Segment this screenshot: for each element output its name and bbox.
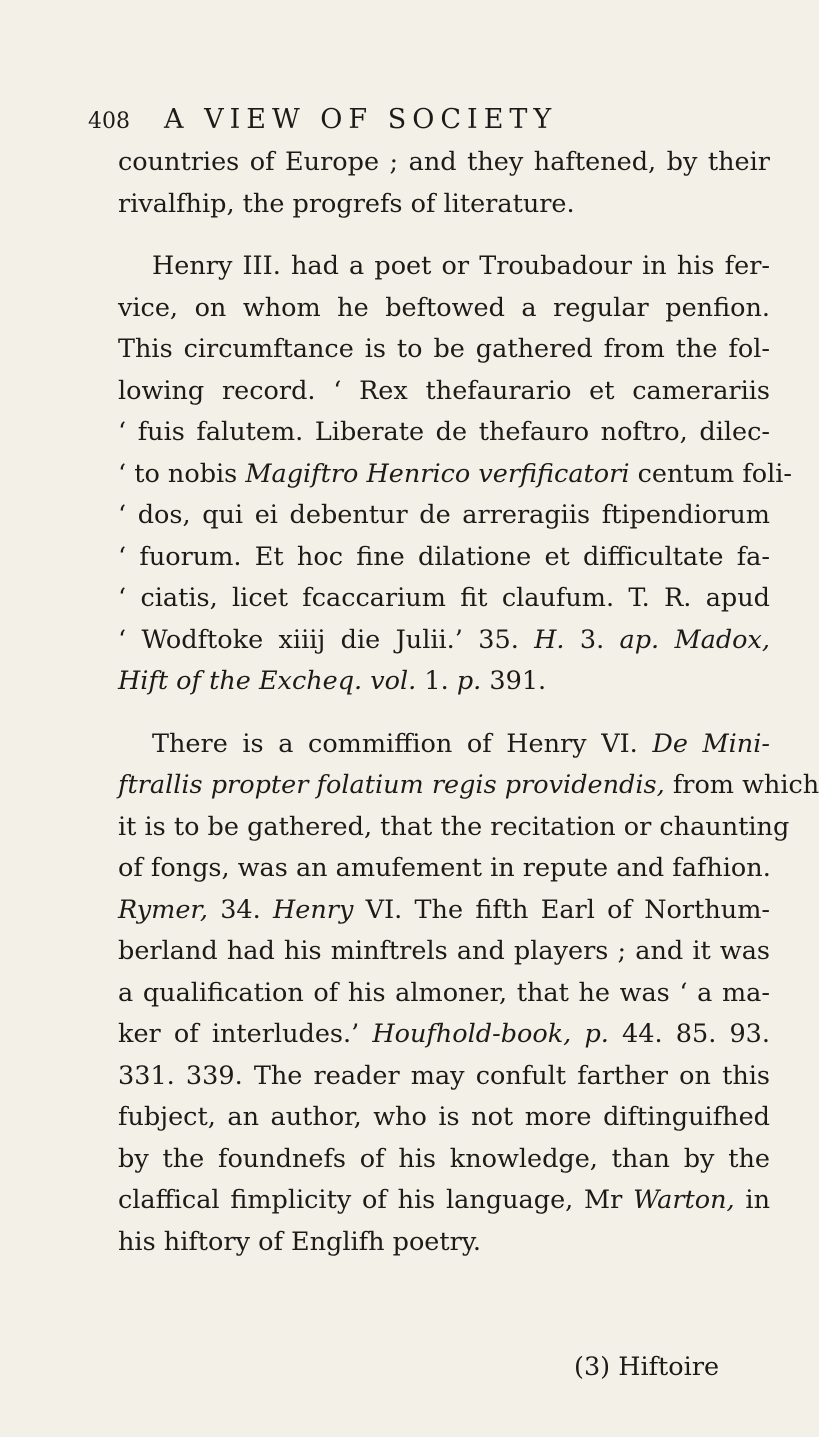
italic-run: p. — [584, 1019, 609, 1049]
text-run: it is to be gathered, that the recitation or chaunting — [118, 811, 790, 842]
text-line — [118, 848, 770, 890]
italic-run: Henry — [273, 894, 354, 925]
text-run: by the foundnefs of his knowledge, than by the — [118, 1143, 770, 1174]
text-run: 44. 85. 93. — [608, 1019, 770, 1049]
text-line — [118, 1097, 770, 1139]
text-run: There is a commiffion of Henry VI. — [152, 728, 653, 759]
text-line — [118, 1014, 770, 1056]
text-run — [571, 1019, 584, 1049]
text-run: 331. 339. The reader may confult farther on this — [118, 1060, 770, 1091]
text-run: countries of Europe ; and they haftened, by their — [118, 147, 770, 177]
text-line — [118, 371, 770, 413]
text-line — [118, 1222, 770, 1264]
text-run: ‘ dos, qui ei debentur de arreragiis ftipendiorum — [118, 500, 770, 530]
text-run: a qualification of his almoner, that he was ‘ a ma- — [118, 977, 770, 1008]
text-run: ‘ Wodftoke xiiij die Julii.’ 35. — [118, 624, 535, 655]
text-line — [118, 807, 790, 849]
body-text — [118, 142, 819, 1263]
italic-run: p. — [456, 666, 482, 696]
text-run: ker of interludes.’ — [118, 1019, 373, 1049]
text-run: 3. — [564, 624, 620, 655]
italic-run: ap. Madox, — [619, 624, 770, 655]
text-run: VI. The fifth Earl of Northum- — [353, 894, 770, 925]
text-line — [118, 890, 770, 932]
text-run: in — [734, 1185, 770, 1215]
italic-run: Warton, — [633, 1185, 735, 1215]
text-line — [118, 1056, 770, 1098]
italic-run: ftrallis propter folatium regis providendis, — [118, 770, 665, 800]
paragraph — [118, 724, 819, 1264]
text-run: lowing record. ‘ Rex thefaurario et camerariis — [118, 375, 770, 406]
paragraph — [118, 142, 770, 225]
italic-run: Hift of the Excheq. vol. — [118, 666, 417, 696]
text-run: ‘ fuorum. Et hoc fine dilatione et difficultate fa- — [118, 541, 770, 572]
running-title: A VIEW OF SOCIETY — [164, 104, 558, 135]
text-run: rivalfhip, the progrefs of literature. — [118, 188, 575, 219]
text-run: claffical fimplicity of his language, Mr — [118, 1185, 634, 1215]
text-line — [118, 184, 770, 226]
paragraph-gap — [118, 225, 770, 246]
italic-run: Magiftro Henrico verfificatori — [245, 458, 630, 489]
text-run: his hiftory of Englifh poetry. — [118, 1226, 481, 1257]
italic-run: De Mini- — [652, 728, 770, 759]
paragraph-gap — [118, 703, 770, 724]
text-run: Henry III. had a poet or Troubadour in his fer- — [152, 251, 770, 281]
italic-run: H. — [534, 624, 565, 655]
text-run: from which — [664, 770, 819, 800]
text-run: berland had his minftrels and players ; and it was — [118, 936, 770, 966]
text-line — [118, 620, 770, 662]
text-run: ‘ fuis falutem. Liberate de thefauro noftro, dilec- — [118, 417, 770, 447]
page-number: 408 — [88, 109, 130, 134]
text-run: of fongs, was an amufement in repute and fafhion. — [118, 853, 771, 883]
text-run: fubject, an author, who is not more diftinguifhed — [118, 1102, 770, 1132]
text-line — [118, 765, 819, 807]
text-line — [118, 973, 770, 1015]
text-line — [118, 495, 770, 537]
text-line — [118, 246, 770, 288]
text-line — [118, 454, 793, 496]
text-line — [118, 329, 770, 371]
text-run: 391. — [481, 666, 547, 696]
text-run: 1. — [416, 666, 457, 696]
text-line — [118, 1180, 770, 1222]
italic-run: Houfhold-book, — [372, 1019, 572, 1049]
text-run: centum foli- — [629, 458, 793, 489]
text-line — [118, 412, 770, 454]
text-run: 34. — [207, 894, 274, 925]
text-line — [118, 931, 770, 973]
text-line — [118, 578, 770, 620]
running-header — [88, 104, 728, 135]
text-run: ‘ ciatis, licet fcaccarium fit claufum. T. R. apud — [118, 583, 770, 613]
text-run: This circumftance is to be gathered from the fol- — [118, 334, 770, 364]
paragraph — [118, 246, 793, 703]
text-line — [118, 288, 770, 330]
text-run: vice, on whom he beftowed a regular penfion. — [118, 292, 770, 323]
text-line — [118, 142, 770, 184]
text-run: ‘ to nobis — [118, 458, 246, 489]
text-line — [118, 1139, 770, 1181]
text-line — [118, 724, 770, 766]
text-line — [118, 661, 770, 703]
italic-run: Rymer, — [118, 894, 208, 925]
catchword: (3) Hiftoire — [574, 1352, 720, 1382]
text-line — [118, 537, 770, 579]
